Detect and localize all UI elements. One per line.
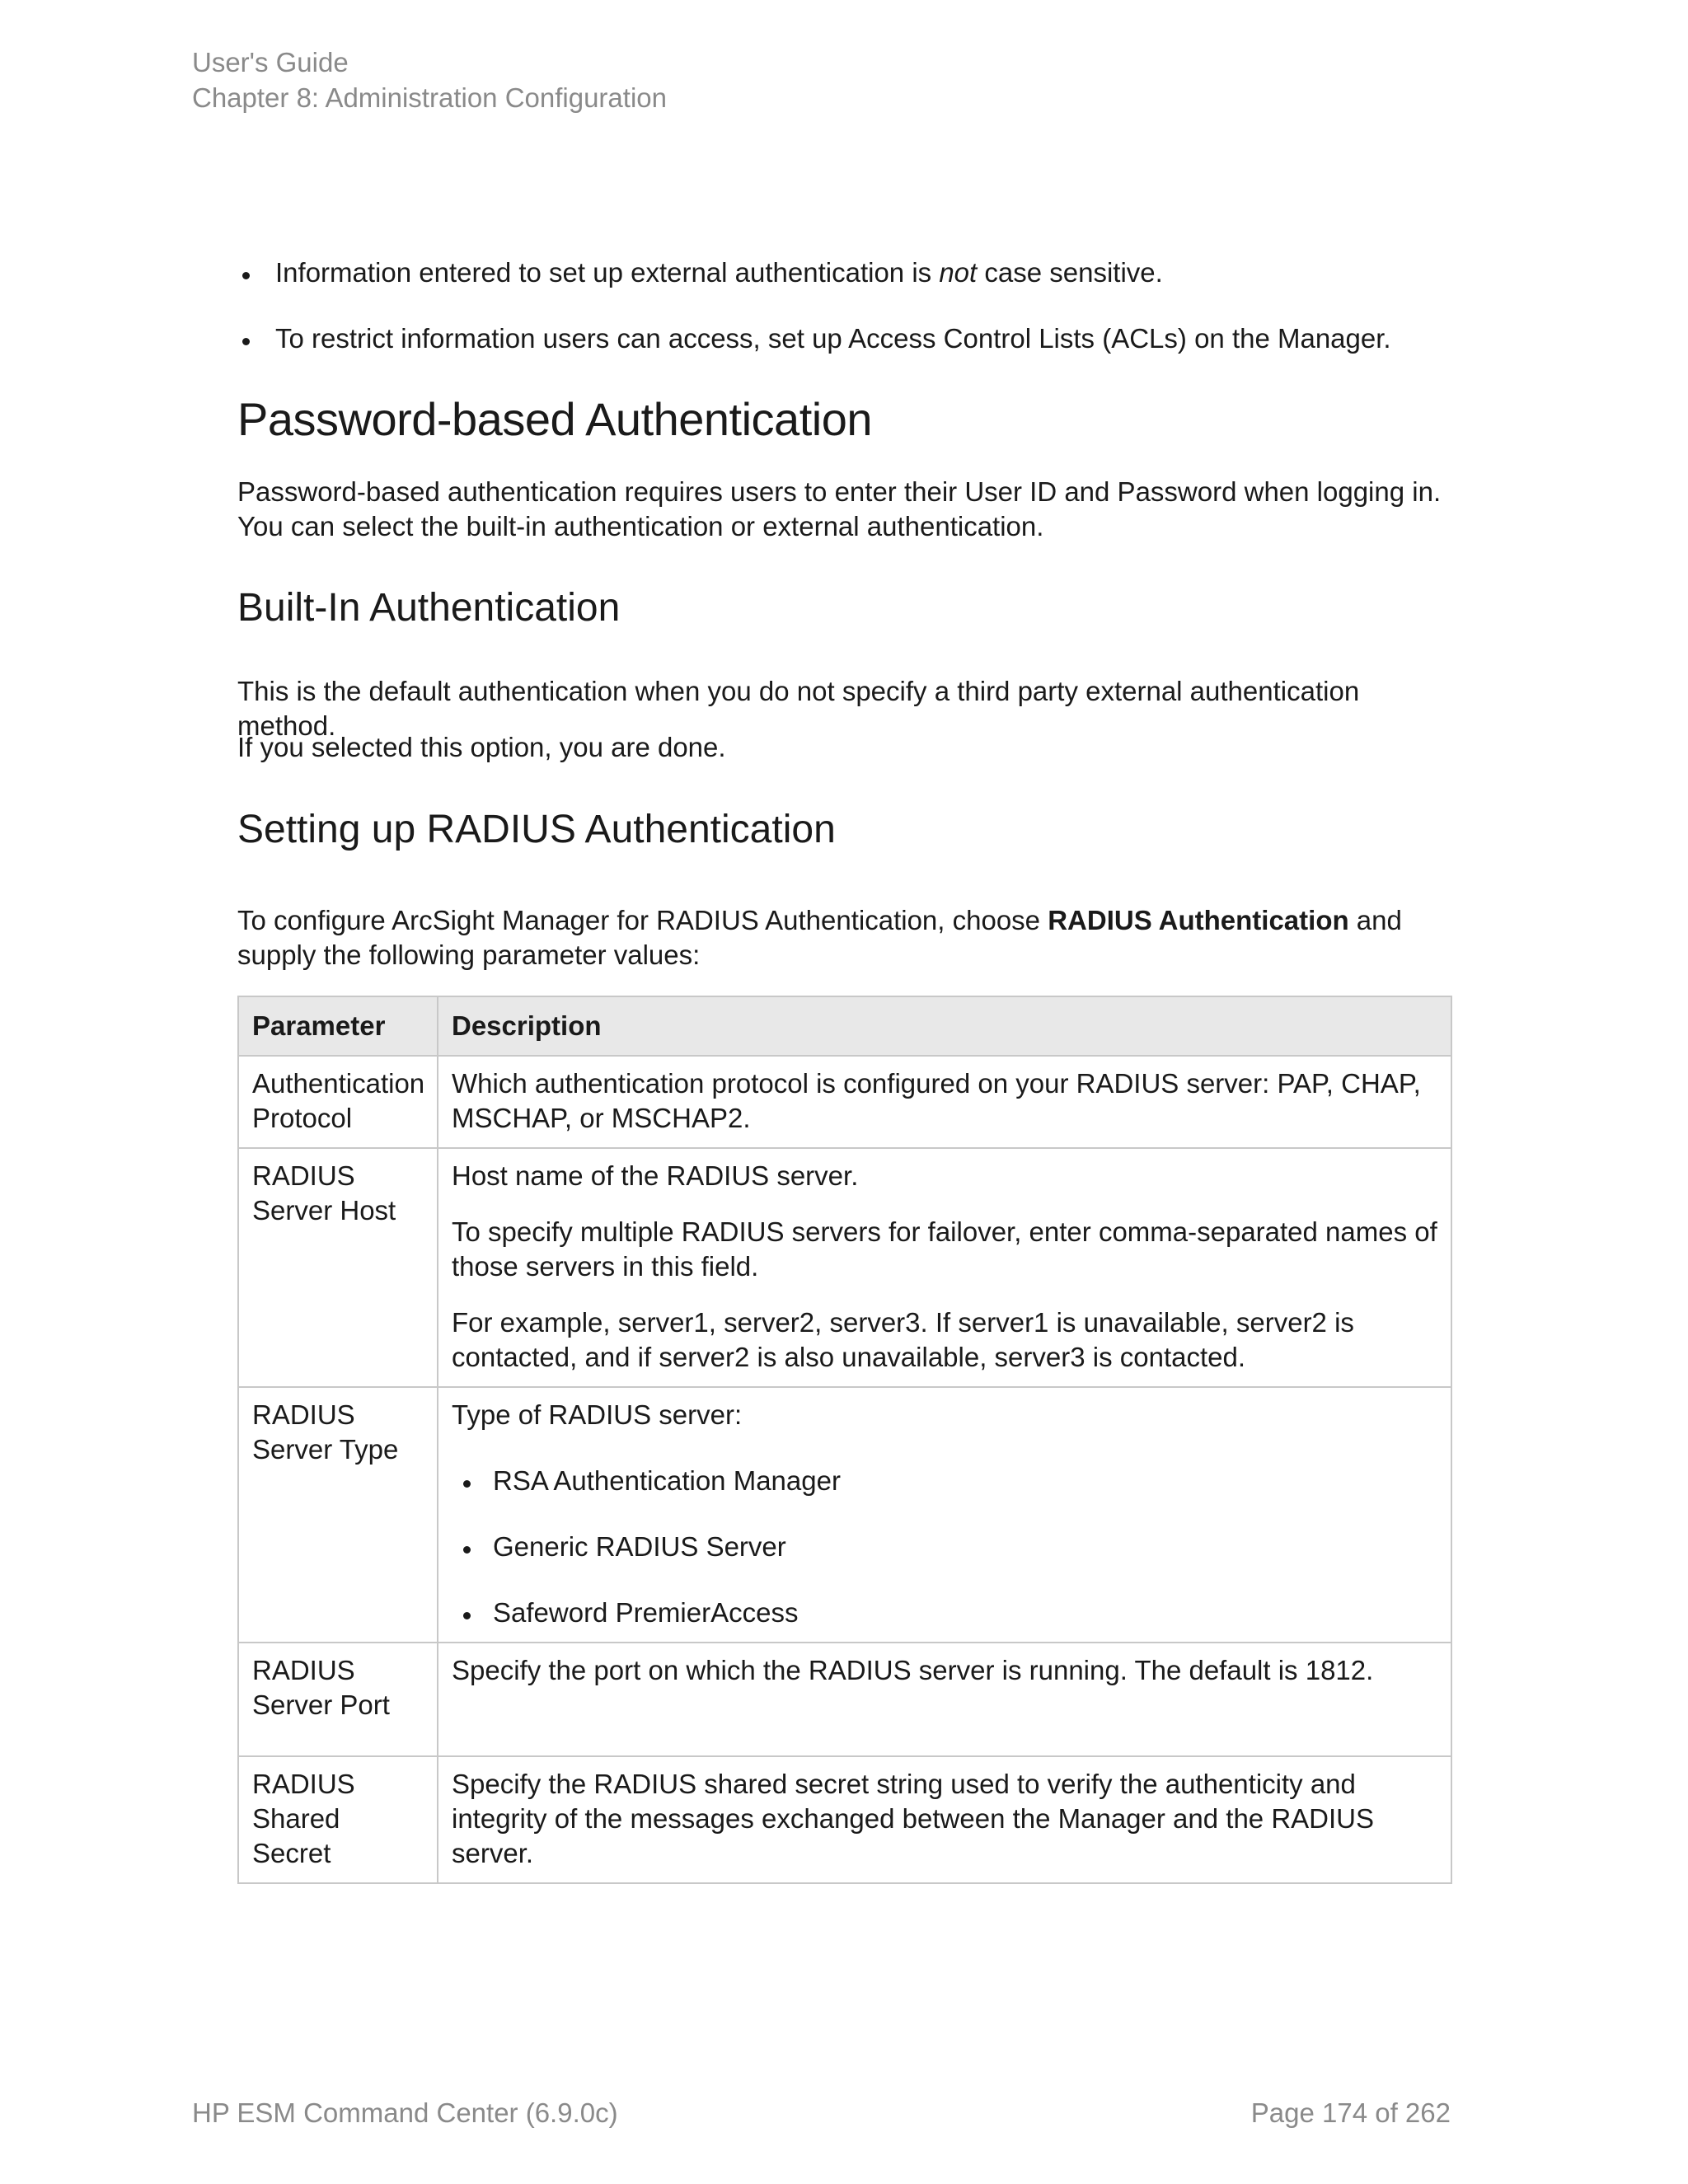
parameter-cell: Authentication Protocol	[238, 1056, 438, 1148]
footer-page-number: Page 174 of 262	[1250, 2097, 1451, 2128]
table-row	[238, 1387, 1451, 1643]
emphasis-text: not	[939, 257, 978, 288]
chapter-title: Chapter 8: Administration Configuration	[192, 82, 667, 113]
table-row	[238, 1056, 1451, 1148]
description-cell: Type of RADIUS server: RSA Authentication Manager Generic RADIUS Server Safeword PremierAccess	[438, 1387, 1451, 1643]
password-auth-paragraph: Password-based authentication requires users to enter their User ID and Password when logging in. You can select the built-in authentication or external authentication.	[237, 476, 1442, 541]
parameter-cell: RADIUS Server Type	[238, 1387, 438, 1643]
description-cell: Specify the port on which the RADIUS server is running. The default is 1812.	[438, 1643, 1451, 1756]
list-item: To restrict information users can access, set up Access Control Lists (ACLs) on the Manager.	[237, 321, 1451, 356]
parameter-cell: RADIUS Server Port	[238, 1643, 438, 1756]
list-item: RSA Authentication Manager	[452, 1464, 1439, 1498]
table-row	[238, 1756, 1451, 1883]
parameter-cell: RADIUS Shared Secret	[238, 1756, 438, 1883]
description-cell: Host name of the RADIUS server. To specify multiple RADIUS servers for failover, enter comma-separated names of those servers in this field. For example, server1, server2, server3. If server1 is unavailable, server2 is contacted, and if server2 is also unavailable, server3 is contacted.	[438, 1148, 1451, 1387]
heading-password-auth: Password-based Authentication	[237, 393, 872, 445]
server-type-list	[452, 1464, 1439, 1630]
running-header	[192, 45, 667, 115]
radius-parameters-table	[237, 996, 1452, 1884]
table-row	[238, 1643, 1451, 1756]
heading-radius-auth: Setting up RADIUS Authentication	[237, 808, 836, 851]
guide-title: User's Guide	[192, 47, 349, 77]
builtin-paragraph-1: This is the default authentication when you do not specify a third party external authentication method.	[237, 676, 1360, 741]
radius-option-name: RADIUS Authentication	[1048, 905, 1349, 935]
list-item: Safeword PremierAccess	[452, 1596, 1439, 1630]
table-row	[238, 1148, 1451, 1387]
table-header-row	[238, 996, 1451, 1056]
intro-bullet-list	[237, 255, 1451, 387]
radius-intro-paragraph: To configure ArcSight Manager for RADIUS Authentication, choose RADIUS Authentication and supply the following parameter values:	[237, 905, 1402, 970]
footer-product: HP ESM Command Center (6.9.0c)	[192, 2097, 618, 2128]
list-item: Generic RADIUS Server	[452, 1530, 1439, 1564]
column-header-description: Description	[438, 996, 1451, 1056]
parameter-cell: RADIUS Server Host	[238, 1148, 438, 1387]
builtin-paragraph-2: If you selected this option, you are done.	[237, 732, 726, 762]
column-header-parameter: Parameter	[238, 996, 438, 1056]
list-item: Information entered to set up external authentication is not case sensitive.	[237, 255, 1451, 290]
heading-builtin-auth: Built-In Authentication	[237, 586, 621, 630]
description-cell: Specify the RADIUS shared secret string used to verify the authenticity and integrity of the messages exchanged between the Manager and the RADIUS server.	[438, 1756, 1451, 1883]
description-cell: Which authentication protocol is configured on your RADIUS server: PAP, CHAP, MSCHAP, or MSCHAP2.	[438, 1056, 1451, 1148]
